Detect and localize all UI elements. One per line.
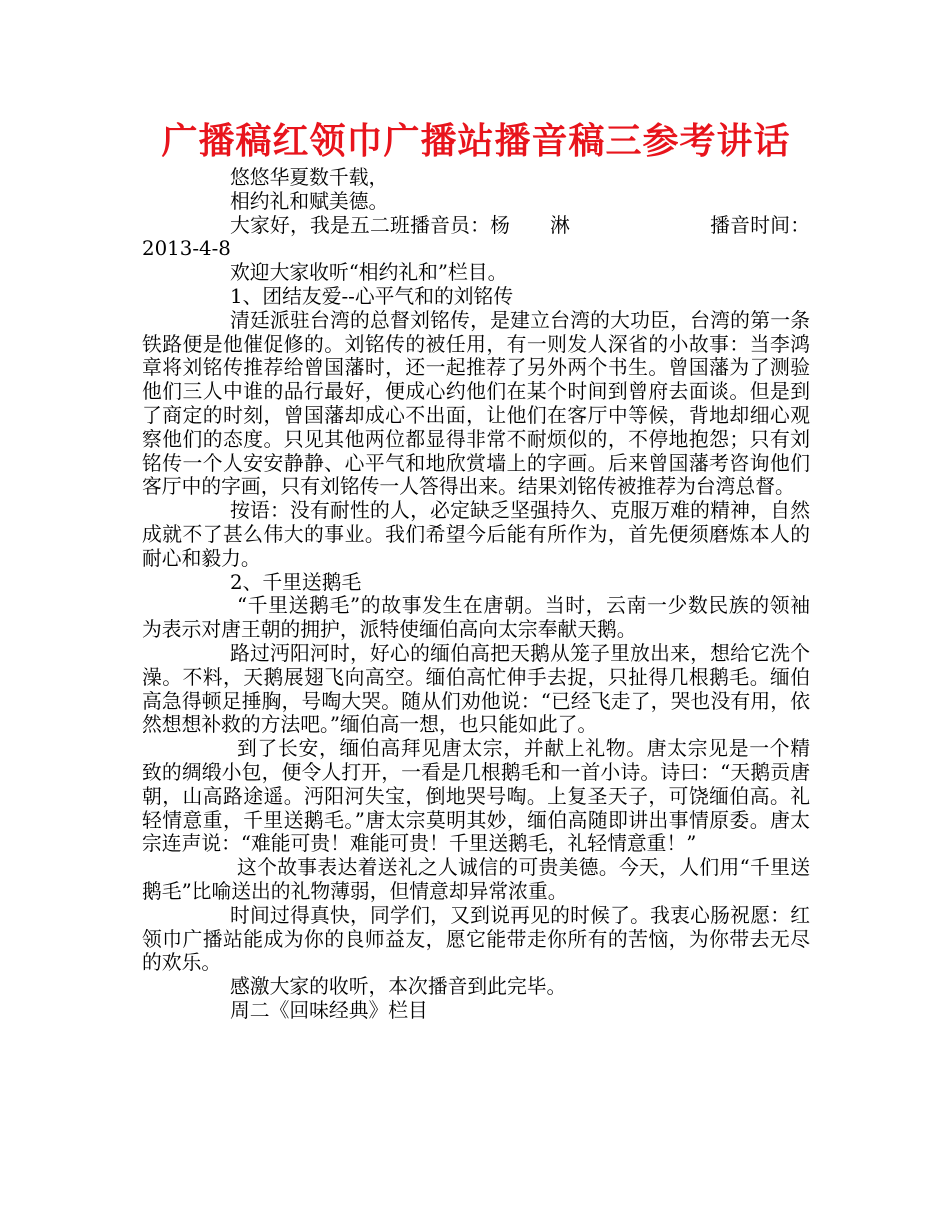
- section-heading-1: 1、团结友爱--心平气和的刘铭传: [230, 284, 514, 308]
- paragraph-commentary: 按语：没有耐性的人，必定缺乏坚强持久、克服万难的精神，自然成就不了甚么伟大的事业。我们希望今后能有所作为，首先便须磨炼本人的耐心和毅力。: [142, 499, 810, 570]
- paragraph-welcome: 欢迎大家收听“相约礼和”栏目。: [230, 261, 508, 285]
- section-heading-2: 2、千里送鹅毛: [230, 570, 362, 594]
- paragraph-goose-feather-intro: “千里送鹅毛”的故事发生在唐朝。当时，云南一少数民族的领袖为表示对唐王朝的拥护，派特使缅伯高向太宗奉献天鹅。: [142, 594, 810, 642]
- paragraph-announcer-info: 大家好，我是五二班播音员：杨 淋 播音时间：2013-4-8: [142, 213, 810, 261]
- paragraph-next-program: 周二《回味经典》栏目: [230, 998, 428, 1022]
- paragraph-farewell: 时间过得真快，同学们，又到说再见的时候了。我衷心肠祝愿：红领巾广播站能成为你的良师益友，愿它能带走你所有的苦恼，为你带去无尽的欢乐。: [142, 903, 810, 975]
- paragraph-goose-feather-moral: 这个故事表达着送礼之人诚信的可贵美德。今天，人们用“千里送鹅毛”比喻送出的礼物薄弱，但情意却异常浓重。: [142, 856, 810, 903]
- paragraph-story-liu-mingchuan: 清廷派驻台湾的总督刘铭传，是建立台湾的大功臣，台湾的第一条铁路便是他催促修的。刘铭传的被任用，有一则发人深省的小故事：当李鸿章将刘铭传推荐给曾国藩时，还一起推荐了另外两个书生。曾国藩为了测验他们三人中谁的品行最好，便成心约他们在某个时间到曾府去面谈。但是到了商定的时刻，曾国藩却成心不出面，让他们在客厅中等候，背地却细心观察他们的态度。只见其他两位都显得非常不耐烦似的，不停地抱怨；只有刘铭传一个人安安静静、心平气和地欣赏墙上的字画。后来曾国藩考咨询他们客厅中的字画，只有刘铭传一人答得出来。结果刘铭传被推荐为台湾总督。: [142, 308, 810, 499]
- paragraph-opening-line-2: 相约礼和赋美德。: [230, 189, 389, 213]
- paragraph-opening-line-1: 悠悠华夏数千载，: [230, 166, 389, 189]
- paragraph-goose-feather-changan: 到了长安，缅伯高拜见唐太宗，并献上礼物。唐太宗见是一个精致的绸缎小包，便令人打开，一看是几根鹅毛和一首小诗。诗曰：“天鹅贡唐朝，山高路途遥。沔阳河失宝，倒地哭号啕。上复圣天子，可饶缅伯高。礼轻情意重，千里送鹅毛。”唐太宗莫明其妙，缅伯高随即讲出事情原委。唐太宗连声说：“难能可贵！难能可贵！千里送鹅毛，礼轻情意重！”: [142, 737, 810, 856]
- document-page: [142, 118, 810, 1023]
- paragraph-goose-feather-river: 路过沔阳河时，好心的缅伯高把天鹅从笼子里放出来，想给它洗个澡。不料，天鹅展翅飞向高空。缅伯高忙伸手去捉，只扯得几根鹅毛。缅伯高急得顿足捶胸，号啕大哭。随从们劝他说：“已经飞走了，哭也没有用，依然想想补救的方法吧。”缅伯高一想，也只能如此了。: [142, 641, 810, 737]
- paragraph-thanks: 感激大家的收听，本次播音到此完毕。: [230, 975, 567, 999]
- document-body: [142, 166, 810, 1023]
- document-title: 广播稿红领巾广播站播音稿三参考讲话: [161, 121, 791, 162]
